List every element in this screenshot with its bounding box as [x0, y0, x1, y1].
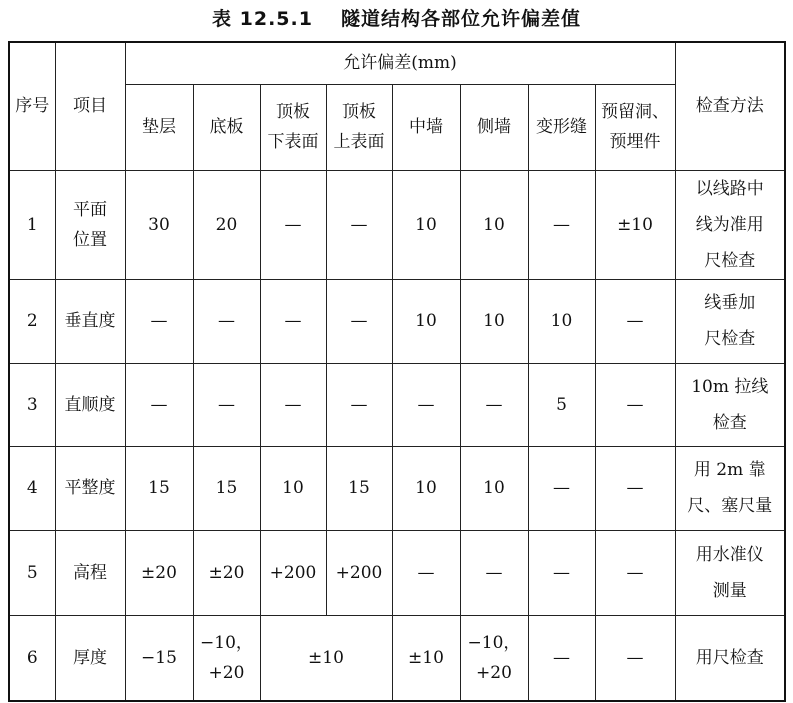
cell-value: ±10: [595, 170, 675, 279]
row-item: 垂直度: [55, 279, 125, 363]
cell-value: —: [528, 530, 595, 615]
header-item: 项目: [55, 42, 125, 170]
row-item: 平面 位置: [55, 170, 125, 279]
cell-value: —: [125, 279, 193, 363]
header-method: 检查方法: [675, 42, 785, 170]
row-seq: 5: [9, 530, 55, 615]
cell-value: —: [193, 279, 260, 363]
cell-value: 30: [125, 170, 193, 279]
row-method: 用水准仪 测量: [675, 530, 785, 615]
cell-value: −15: [125, 615, 193, 701]
cell-value: —: [460, 363, 528, 446]
cell-value: +200: [260, 530, 326, 615]
cell-value: —: [125, 363, 193, 446]
table-row: [9, 446, 785, 530]
table-title: [0, 4, 793, 31]
header-col: 中墙: [392, 84, 460, 170]
cell-value: 10: [460, 279, 528, 363]
header-seq: 序号: [9, 42, 55, 170]
header-col: 底板: [193, 84, 260, 170]
table-row: [9, 363, 785, 446]
cell-value: —: [260, 170, 326, 279]
cell-value: —: [326, 363, 392, 446]
row-item: 厚度: [55, 615, 125, 701]
cell-value: —: [595, 279, 675, 363]
cell-value: 5: [528, 363, 595, 446]
cell-value: —: [392, 530, 460, 615]
cell-value: —: [260, 279, 326, 363]
header-col: 顶板 下表面: [260, 84, 326, 170]
table-row: [9, 170, 785, 279]
cell-value: +200: [326, 530, 392, 615]
row-item: 直顺度: [55, 363, 125, 446]
cell-value: 10: [392, 170, 460, 279]
table-row: [9, 279, 785, 363]
cell-value: —: [528, 170, 595, 279]
cell-value: —: [595, 530, 675, 615]
cell-value: 10: [528, 279, 595, 363]
cell-value: —: [392, 363, 460, 446]
header-col: 垫层: [125, 84, 193, 170]
cell-value: 15: [326, 446, 392, 530]
row-method: 线垂加 尺检查: [675, 279, 785, 363]
tolerance-table: [8, 41, 786, 702]
row-seq: 4: [9, 446, 55, 530]
cell-value: —: [528, 615, 595, 701]
cell-value: ±10: [392, 615, 460, 701]
header-col: 顶板 上表面: [326, 84, 392, 170]
cell-value: 10: [460, 446, 528, 530]
row-item: 高程: [55, 530, 125, 615]
cell-value: 10: [392, 446, 460, 530]
table-row: [9, 615, 785, 701]
header-col: 预留洞、 预埋件: [595, 84, 675, 170]
cell-value: 10: [260, 446, 326, 530]
header-tolerance-group: 允许偏差(mm): [125, 42, 675, 84]
cell-value: —: [326, 279, 392, 363]
cell-value: —: [595, 446, 675, 530]
table-number: 表 12.5.1: [212, 8, 313, 30]
row-method: 10m 拉线 检查: [675, 363, 785, 446]
cell-value: —: [193, 363, 260, 446]
row-seq: 6: [9, 615, 55, 701]
cell-value: —: [260, 363, 326, 446]
row-method: 用 2m 靠 尺、塞尺量: [675, 446, 785, 530]
cell-value-merged: ±10: [260, 615, 392, 701]
row-seq: 3: [9, 363, 55, 446]
cell-value: —: [528, 446, 595, 530]
cell-value: 15: [125, 446, 193, 530]
cell-value: 15: [193, 446, 260, 530]
cell-value: ±20: [125, 530, 193, 615]
cell-value: 10: [460, 170, 528, 279]
cell-value: 20: [193, 170, 260, 279]
row-seq: 1: [9, 170, 55, 279]
cell-value: −10， +20: [193, 615, 260, 701]
header-col: 变形缝: [528, 84, 595, 170]
row-method: 以线路中 线为准用 尺检查: [675, 170, 785, 279]
cell-value: —: [326, 170, 392, 279]
table-row: [9, 530, 785, 615]
cell-value: ±20: [193, 530, 260, 615]
cell-value: —: [460, 530, 528, 615]
header-col: 侧墙: [460, 84, 528, 170]
cell-value: —: [595, 615, 675, 701]
cell-value: —: [595, 363, 675, 446]
row-item: 平整度: [55, 446, 125, 530]
row-seq: 2: [9, 279, 55, 363]
row-method: 用尺检查: [675, 615, 785, 701]
table-caption: 隧道结构各部位允许偏差值: [340, 8, 581, 30]
cell-value: 10: [392, 279, 460, 363]
cell-value: −10， +20: [460, 615, 528, 701]
